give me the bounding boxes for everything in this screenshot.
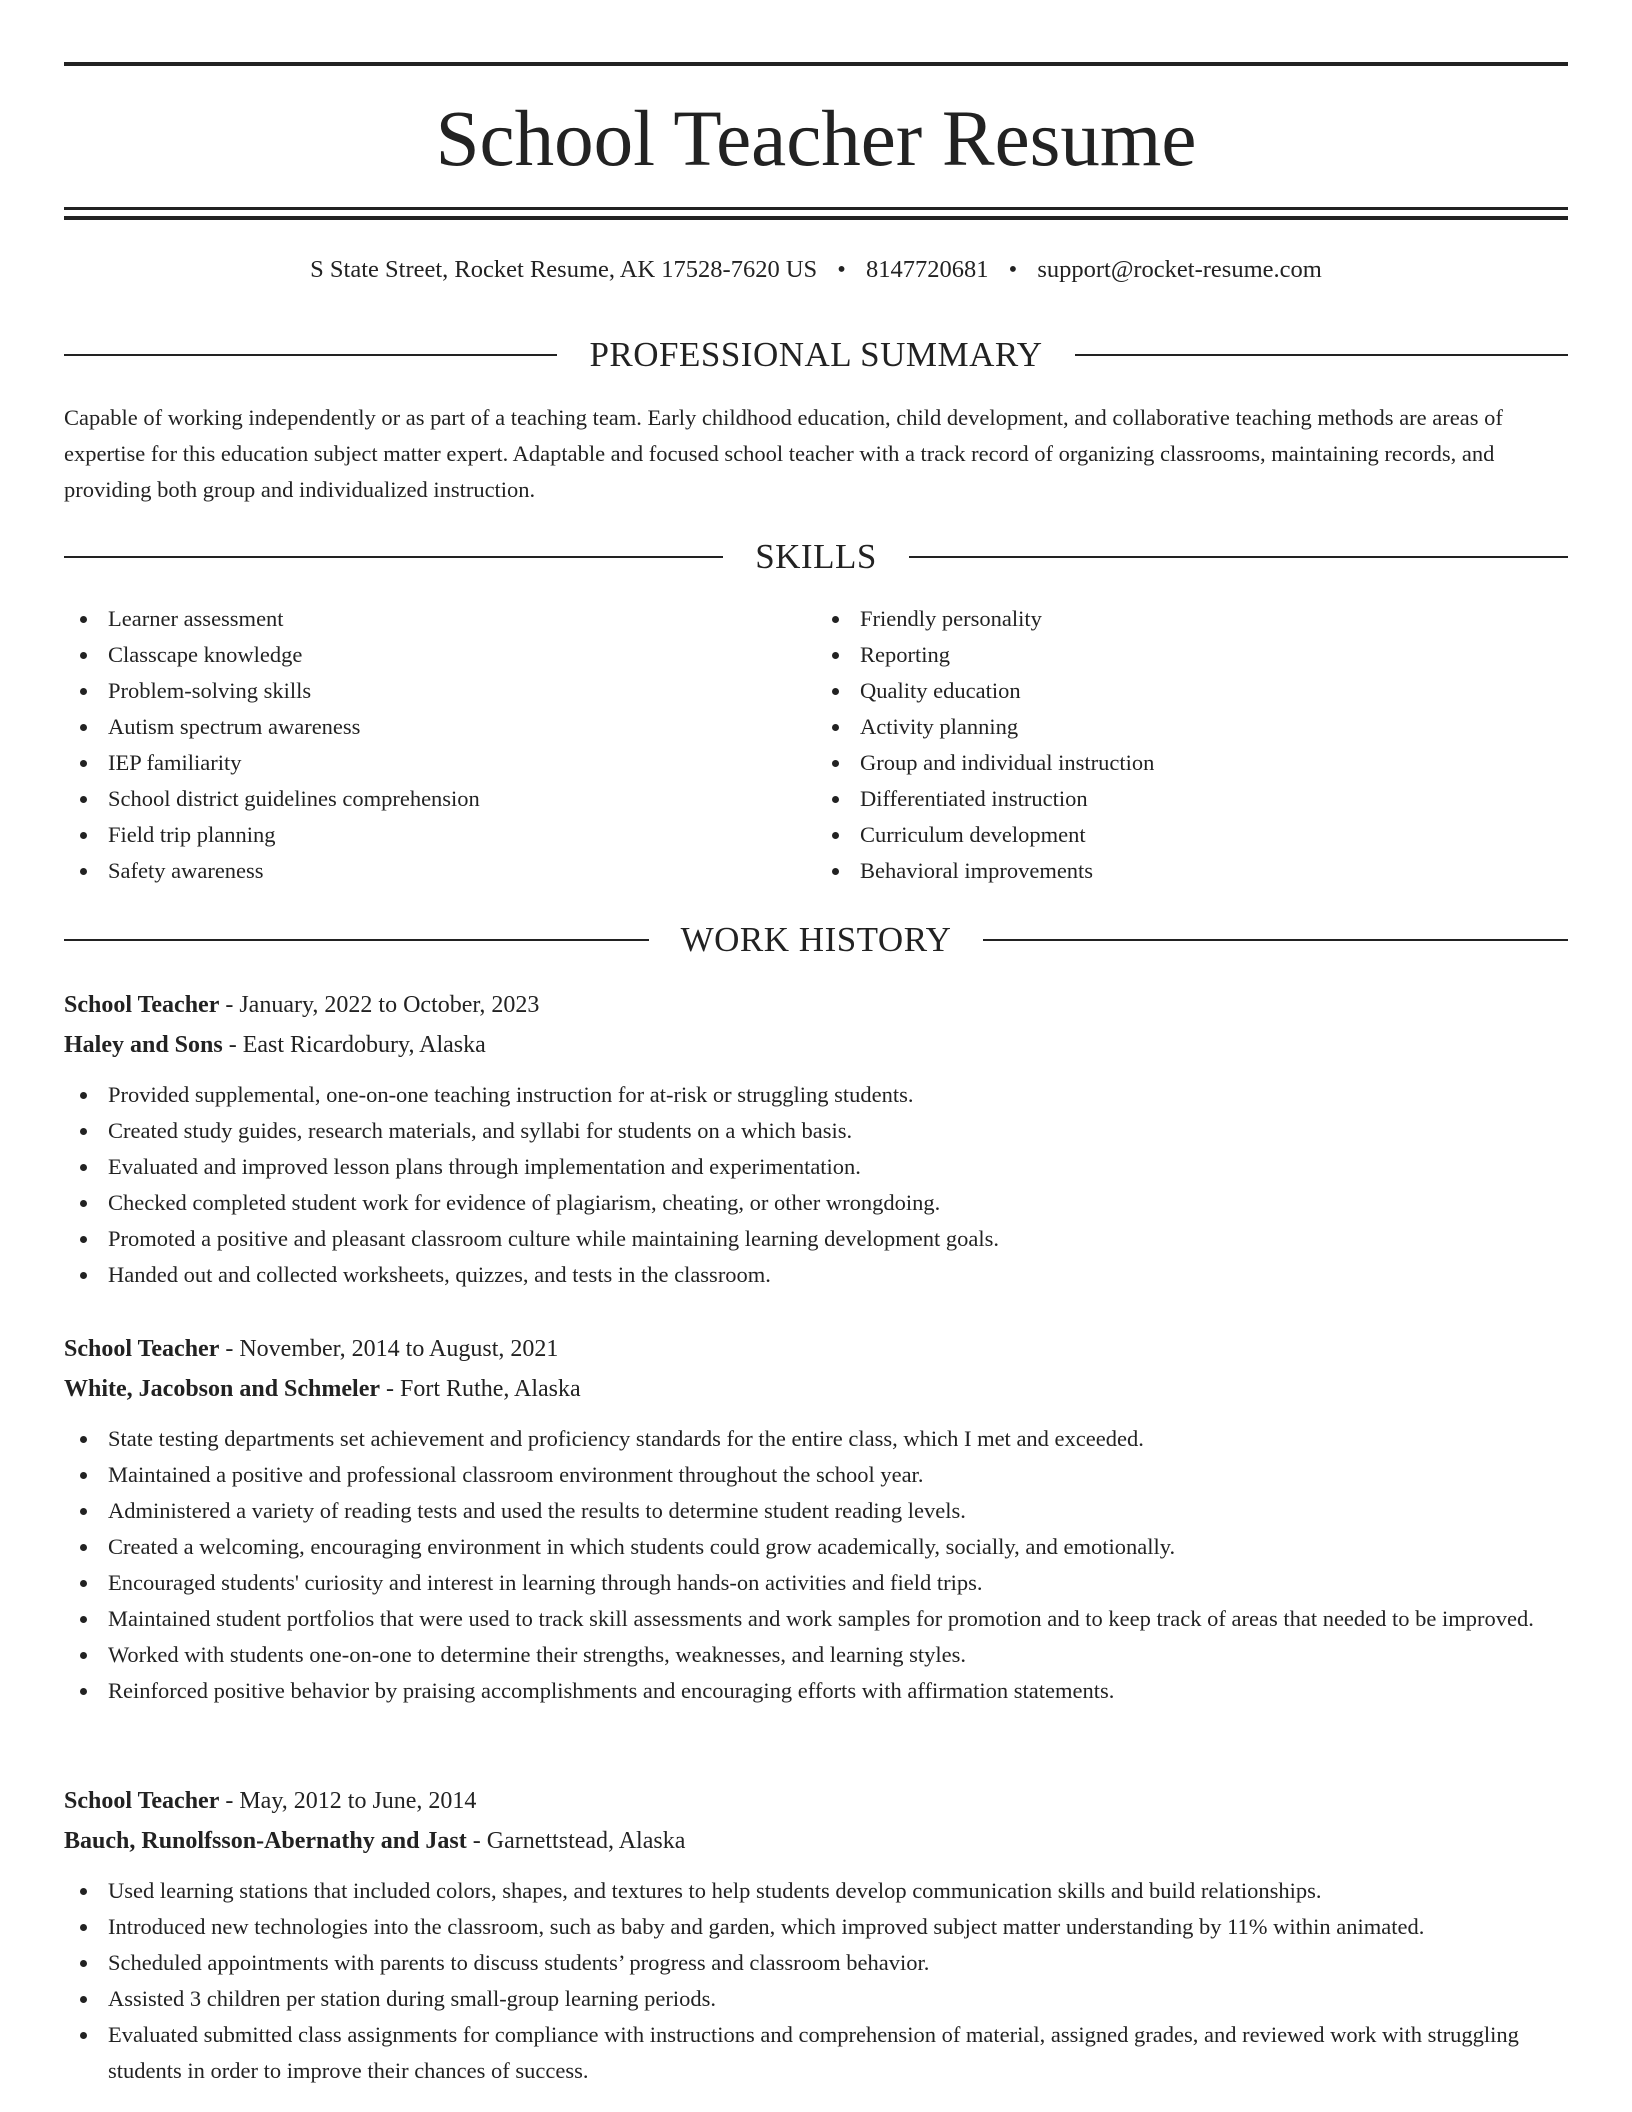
job-bullet: Maintained student portfolios that were used to track skill assessments and work samples for promotion and to keep track of areas that needed to be improved.	[64, 1601, 1568, 1637]
job-bullet: Provided supplemental, one-on-one teaching instruction for at-risk or struggling students.	[64, 1077, 1568, 1113]
section-header-work-history	[64, 918, 1568, 962]
job-company-row	[64, 1025, 1568, 1065]
job-company: Bauch, Runolfsson-Abernathy and Jast	[64, 1828, 467, 1854]
skills-column-right	[816, 601, 1568, 889]
skills-column-left	[64, 601, 816, 889]
job-title-row	[64, 985, 1568, 1025]
job-title-row	[64, 1329, 1568, 1369]
job-location: - Fort Ruthe, Alaska	[380, 1376, 581, 1402]
job-title: School Teacher	[64, 992, 220, 1018]
job-bullet: State testing departments set achievement and proficiency standards for the entire class, which I met and exceeded.	[64, 1421, 1568, 1457]
job-title: School Teacher	[64, 1788, 220, 1814]
contact-email: support@rocket-resume.com	[1037, 256, 1322, 283]
job-company-row	[64, 1821, 1568, 1861]
double-rule-upper	[64, 207, 1568, 210]
contact-phone: 8147720681	[865, 256, 989, 283]
contact-separator: •	[837, 256, 846, 283]
contact-separator: •	[1008, 256, 1018, 283]
job-bullet: Encouraged students' curiosity and interest in learning through hands-on activities and field trips.	[64, 1565, 1568, 1601]
job-entry	[64, 985, 1568, 1293]
job-bullet: Administered a variety of reading tests and used the results to determine student reading levels.	[64, 1493, 1568, 1529]
section-rule-right	[983, 939, 1568, 941]
skill-item: Friendly personality	[816, 601, 1568, 637]
job-bullets	[64, 1421, 1568, 1709]
skill-item: School district guidelines comprehension	[64, 781, 816, 817]
job-company: Haley and Sons	[64, 1032, 223, 1058]
section-rule-left	[64, 556, 723, 558]
job-bullet: Created study guides, research materials, and syllabi for students on a which basis.	[64, 1113, 1568, 1149]
job-bullet: Evaluated and improved lesson plans through implementation and experimentation.	[64, 1149, 1568, 1185]
job-location: - East Ricardobury, Alaska	[222, 1032, 486, 1058]
job-company: White, Jacobson and Schmeler	[64, 1376, 381, 1402]
section-rule-right	[1075, 354, 1568, 356]
job-dates: - May, 2012 to June, 2014	[219, 1788, 477, 1814]
job-bullets	[64, 1077, 1568, 1293]
skill-item: Problem-solving skills	[64, 673, 816, 709]
skill-item: Group and individual instruction	[816, 745, 1568, 781]
job-location: - Garnettstead, Alaska	[466, 1828, 686, 1854]
skill-item: Autism spectrum awareness	[64, 709, 816, 745]
job-bullet: Assisted 3 children per station during small-group learning periods.	[64, 1981, 1568, 2017]
page-title: School Teacher Resume	[435, 96, 1197, 183]
job-dates: - January, 2022 to October, 2023	[219, 992, 540, 1018]
job-company-row	[64, 1369, 1568, 1409]
job-bullet: Maintained a positive and professional classroom environment throughout the school year.	[64, 1457, 1568, 1493]
section-title-summary: PROFESSIONAL SUMMARY	[589, 335, 1043, 374]
job-bullet: Handed out and collected worksheets, quizzes, and tests in the classroom.	[64, 1257, 1568, 1293]
skill-item: IEP familiarity	[64, 745, 816, 781]
job-bullet: Promoted a positive and pleasant classroom culture while maintaining learning development goals.	[64, 1221, 1568, 1257]
summary-text: Capable of working independently or as part of a teaching team. Early childhood education, child development, and collaborative teaching methods are areas of expertise for this education subject matter expert. Adaptable and focused school teacher with a track record of organizing classrooms, maintaining records, and providing both group and individualized instruction.	[64, 405, 1503, 502]
job-title: School Teacher	[64, 1336, 220, 1362]
job-bullet: Introduced new technologies into the classroom, such as baby and garden, which improved subject matter understanding by 11% within animated.	[64, 1909, 1568, 1945]
section-rule-right	[909, 556, 1568, 558]
skill-item: Classcape knowledge	[64, 637, 816, 673]
double-rule-lower	[64, 216, 1568, 220]
job-bullet: Scheduled appointments with parents to discuss students’ progress and classroom behavior.	[64, 1945, 1568, 1981]
skill-item: Differentiated instruction	[816, 781, 1568, 817]
job-bullet: Created a welcoming, encouraging environment in which students could grow academically, socially, and emotionally.	[64, 1529, 1568, 1565]
skill-item: Activity planning	[816, 709, 1568, 745]
skill-item: Learner assessment	[64, 601, 816, 637]
skill-item: Quality education	[816, 673, 1568, 709]
job-bullet: Used learning stations that included colors, shapes, and textures to help students develop communication skills and build relationships.	[64, 1873, 1568, 1909]
contact-address: S State Street, Rocket Resume, AK 17528-7620 US	[310, 256, 818, 283]
job-title-row	[64, 1781, 1568, 1821]
job-bullet: Checked completed student work for evidence of plagiarism, cheating, or other wrongdoing.	[64, 1185, 1568, 1221]
job-entry	[64, 1781, 1568, 2089]
skill-item: Behavioral improvements	[816, 853, 1568, 889]
section-title-skills: SKILLS	[755, 537, 877, 576]
skill-item: Curriculum development	[816, 817, 1568, 853]
section-rule-left	[64, 939, 649, 941]
skill-item: Field trip planning	[64, 817, 816, 853]
section-title-work-history: WORK HISTORY	[680, 920, 952, 959]
skill-item: Reporting	[816, 637, 1568, 673]
top-rule	[64, 62, 1568, 66]
job-dates: - November, 2014 to August, 2021	[219, 1336, 559, 1362]
job-bullet: Reinforced positive behavior by praising accomplishments and encouraging efforts with affirmation statements.	[64, 1673, 1568, 1709]
skill-item: Safety awareness	[64, 853, 816, 889]
job-bullet: Worked with students one-on-one to determine their strengths, weaknesses, and learning styles.	[64, 1637, 1568, 1673]
section-header-summary	[64, 333, 1568, 377]
section-rule-left	[64, 354, 557, 356]
job-bullets	[64, 1873, 1568, 2089]
section-header-skills	[64, 535, 1568, 579]
skills-list	[64, 601, 1568, 889]
job-bullet: Evaluated submitted class assignments for compliance with instructions and comprehension of material, assigned grades, and reviewed work with struggling students in order to improve their chances of success.	[64, 2017, 1568, 2089]
job-entry	[64, 1329, 1568, 1709]
contact-line	[64, 254, 1568, 286]
